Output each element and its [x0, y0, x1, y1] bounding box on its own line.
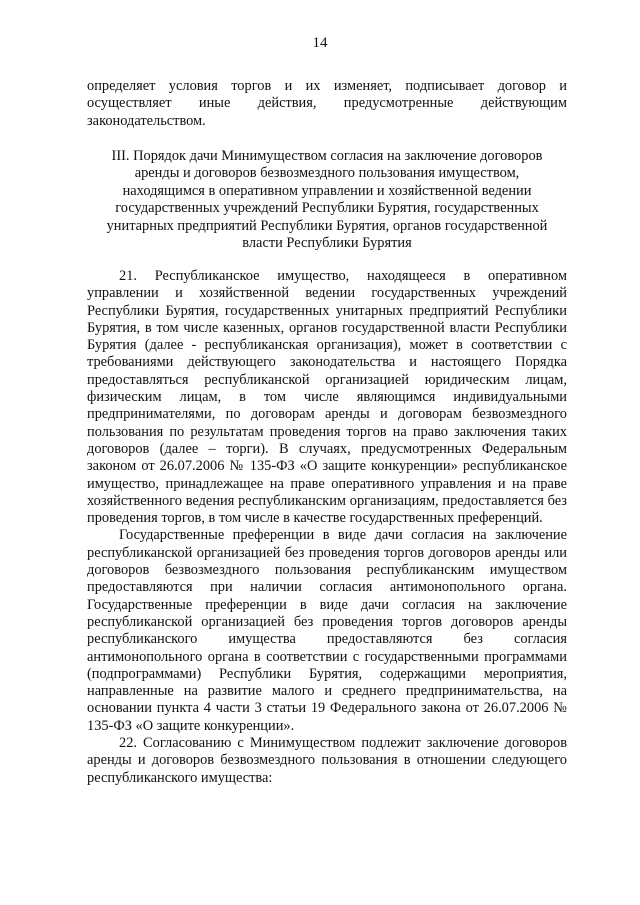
paragraph-21: 21. Республиканское имущество, находящееся в оперативном управлении и хозяйственной ведении государственных учреждений Республики Бурятия, государственных унитарных предприятий Республики Бурятия, в том числе казенных, органов государственной власти Республики Бурятия (далее - республиканская организация), может в соответствии с требованиями действующего законодательства и настоящего Порядка предоставляться республиканской организацией юридическим лицам, физическим лицам, в том числе являющимся индивидуальными предпринимателями, по договорам аренды и договорам безвозмездного пользования по результатам проведения торгов на право заключения таких договоров (далее – торги). В случаях, предусмотренных Федеральным законом от 26.07.2006 № 135-ФЗ «О защите конкуренции» республиканское имущество, принадлежащее на праве оперативного управления и на праве хозяйственного ведения республиканским организациям, предоставляется без проведения торгов, в том числе в качестве государственных преференций.	[87, 268, 567, 527]
section-heading-line: власти Республики Бурятия	[242, 235, 412, 252]
paragraph-state-preferences: Государственные преференции в виде дачи согласия на заключение республиканской организацией без проведения торгов договоров аренды или договоров безвозмездного пользования республиканским имуществом предоставляются при наличии согласия антимонопольного органа. Государственные преференции в виде дачи согласия на заключение республиканской организацией без проведения торгов договоров аренды республиканского имущества предоставляются без согласия антимонопольного органа в соответствии с государственными программами (подпрограммами) Республики Бурятия, содержащими мероприятия, направленные на развитие малого и среднего предпринимательства, на основании пункта 4 части 3 статьи 19 Федерального закона от 26.07.2006 № 135-ФЗ «О защите конкуренции».	[87, 527, 567, 734]
main-text-block	[87, 268, 567, 787]
paragraph-22: 22. Согласованию с Минимуществом подлежит заключение договоров аренды и договоров безвозмездного пользования в отношении следующего республиканского имущества:	[87, 735, 567, 786]
opening-text-block	[87, 78, 567, 130]
section-heading-line: унитарных предприятий Республики Бурятия, органов государственной	[106, 217, 548, 234]
section-heading-line: находящимся в оперативном управлении и хозяйственной ведении	[122, 182, 532, 199]
section-heading-line: III. Порядок дачи Минимуществом согласия на заключение договоров	[111, 148, 543, 164]
section-heading	[87, 148, 567, 252]
section-heading-line: аренды и договоров безвозмездного пользования имуществом,	[134, 165, 520, 182]
page-number: 14	[312, 35, 328, 51]
opening-paragraph: определяет условия торгов и их изменяет, подписывает договор и осуществляет иные действия, предусмотренные действующим законодательством.	[87, 78, 567, 129]
section-heading-line: государственных учреждений Республики Бурятия, государственных	[115, 200, 539, 217]
